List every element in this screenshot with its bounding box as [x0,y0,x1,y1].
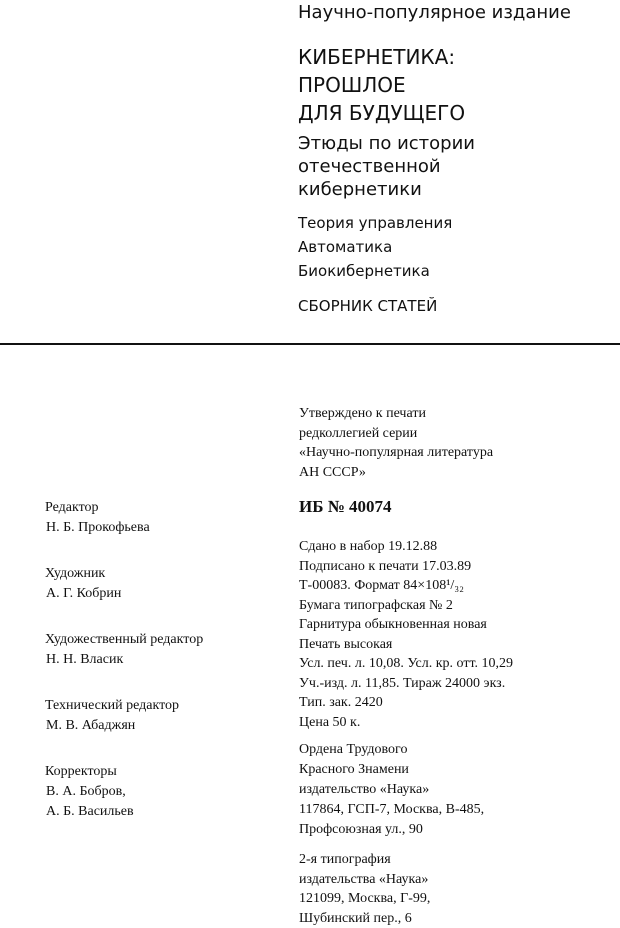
topic-item: Теория управления [298,211,452,235]
imprint-details [299,537,513,732]
credit-proofreaders [45,762,203,822]
imprint-line: Сдано в набор 19.12.88 [299,537,513,557]
imprint-line: Уч.-изд. л. 11,85. Тираж 24000 экз. [299,674,513,694]
credit-person: Н. Н. Власик [45,650,203,670]
book-subtitle [298,132,475,201]
credit-role: Редактор [45,498,203,518]
imprint-line: Подписано к печати 17.03.89 [299,557,513,577]
imprint-line: Цена 50 к. [299,713,513,733]
imprint-line: Гарнитура обыкновенная новая [299,615,513,635]
book-subtitle-line: Этюды по истории [298,132,475,155]
credit-editor [45,498,203,538]
printer-line: издательства «Наука» [299,870,430,890]
book-title-line: КИБЕРНЕТИКА: [298,43,465,71]
publisher-line: Профсоюзная ул., 90 [299,820,484,840]
credit-artist [45,564,203,604]
book-subtitle-line: отечественной [298,155,475,178]
imprint-line: Тип. зак. 2420 [299,693,513,713]
collection-label: СБОРНИК СТАТЕЙ [298,297,437,315]
credit-person: А. Г. Кобрин [45,584,203,604]
topic-item: Биокибернетика [298,259,452,283]
credit-person: М. В. Абаджян [45,716,203,736]
imprint-line: Печать высокая [299,635,513,655]
credits-list [45,498,203,822]
approval-line: «Научно-популярная литература [299,443,493,463]
ib-number: ИБ № 40074 [299,497,392,517]
printer-line: 2-я типография [299,850,430,870]
book-title-line: ПРОШЛОЕ [298,71,465,99]
topic-item: Автоматика [298,235,452,259]
approval-note [299,404,493,482]
credit-role: Художник [45,564,203,584]
printer-line: 121099, Москва, Г-99, [299,889,430,909]
publisher-line: 117864, ГСП-7, Москва, В-485, [299,800,484,820]
credit-role: Технический редактор [45,696,203,716]
imprint-line: Т-00083. Формат 84×108¹/₃₂ [299,576,513,596]
approval-line: Утверждено к печати [299,404,493,424]
book-title [298,43,465,127]
imprint-line: Усл. печ. л. 10,08. Усл. кр. отт. 10,29 [299,654,513,674]
credit-person: А. Б. Васильев [45,802,203,822]
section-divider [0,343,620,345]
credit-role: Корректоры [45,762,203,782]
credit-person: В. А. Бобров, [45,782,203,802]
credit-role: Художественный редактор [45,630,203,650]
topic-list [298,211,452,283]
approval-line: редколлегией серии [299,424,493,444]
book-subtitle-line: кибернетики [298,178,475,201]
credit-person: Н. Б. Прокофьева [45,518,203,538]
series-type: Научно-популярное издание [298,2,571,23]
publisher-line: Красного Знамени [299,760,484,780]
printer-line: Шубинский пер., 6 [299,909,430,928]
publisher-address [299,740,484,840]
printer-address [299,850,430,928]
publisher-line: Ордена Трудового [299,740,484,760]
credit-art-editor [45,630,203,670]
credit-technical-editor [45,696,203,736]
approval-line: АН СССР» [299,463,493,483]
book-title-line: ДЛЯ БУДУЩЕГО [298,99,465,127]
publisher-line: издательство «Наука» [299,780,484,800]
imprint-line: Бумага типографская № 2 [299,596,513,616]
